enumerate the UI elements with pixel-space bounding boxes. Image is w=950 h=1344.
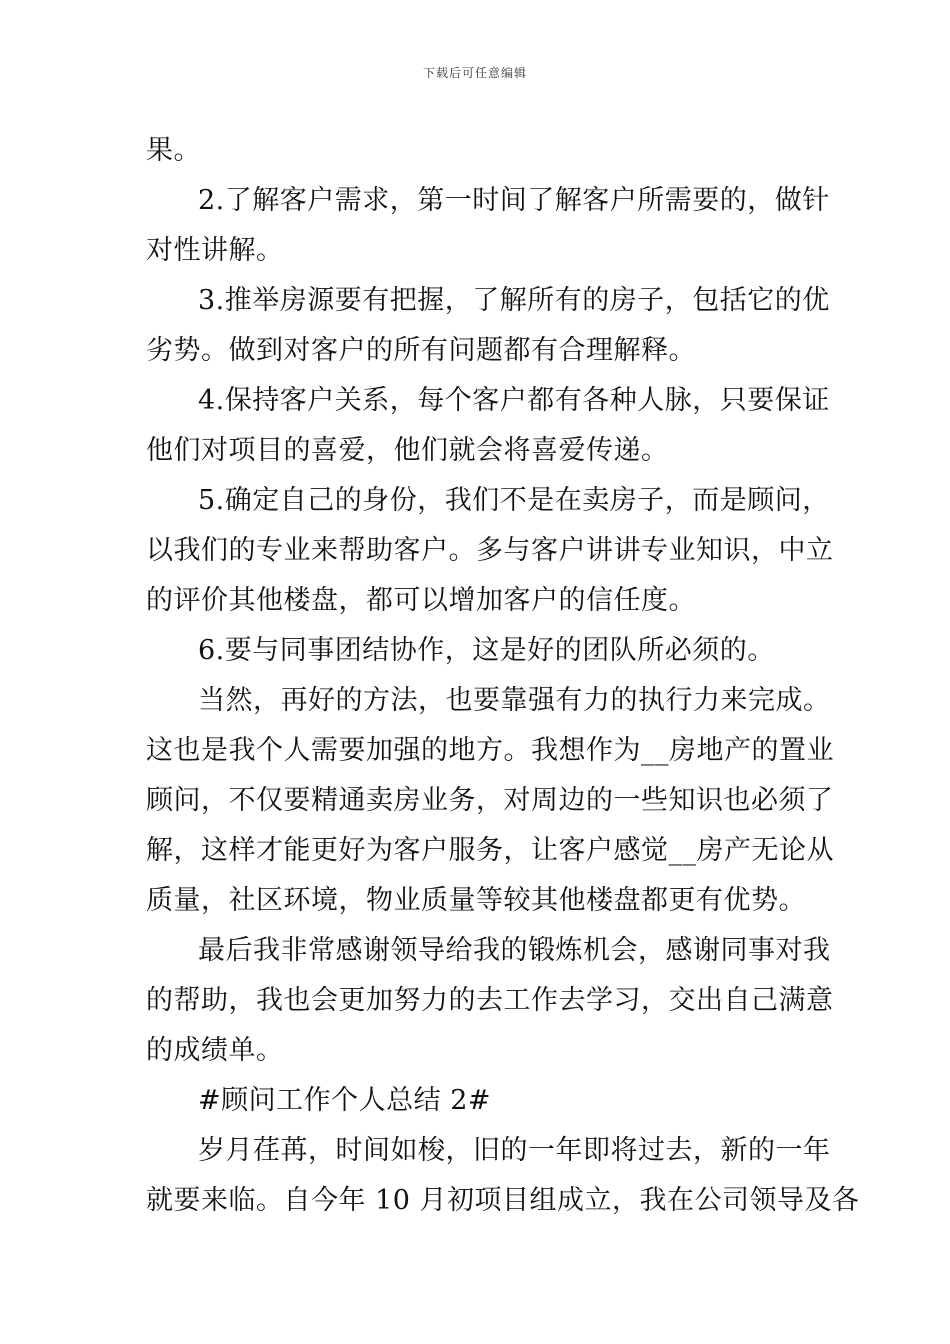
text-line: 他们对项目的喜爱，他们就会将喜爱传递。 [146, 435, 669, 466]
text-line: 果。 [146, 135, 201, 166]
page-header-note: 下载后可任意编辑 [422, 66, 527, 80]
text-line: 劣势。做到对客户的所有问题都有合理解释。 [146, 335, 696, 366]
text-line: 最后我非常感谢领导给我的锻炼机会，感谢同事对我 [198, 935, 831, 966]
text-line: 顾问，不仅要精通卖房业务，对周边的一些知识也必须了 [146, 785, 834, 816]
text-line: 的评价其他楼盘，都可以增加客户的信任度。 [146, 585, 696, 616]
text-line: 岁月荏苒，时间如梭，旧的一年即将过去，新的一年 [198, 1135, 831, 1166]
text-line: 当然，再好的方法，也要靠强有力的执行力来完成。 [198, 685, 831, 716]
text-line: 4.保持客户关系，每个客户都有各种人脉，只要保证 [198, 385, 830, 416]
text-line: 就要来临。自今年 10 月初项目组成立，我在公司领导及各 [146, 1185, 860, 1216]
text-line: 3.推举房源要有把握，了解所有的房子，包括它的优 [198, 285, 830, 316]
text-line: 的成绩单。 [146, 1035, 284, 1066]
text-line: 的帮助，我也会更加努力的去工作去学习，交出自己满意 [146, 985, 834, 1016]
text-line: 对性讲解。 [146, 235, 284, 266]
text-line: 这也是我个人需要加强的地方。我想作为__房地产的置业 [146, 735, 834, 766]
text-line: 6.要与同事团结协作，这是好的团队所必须的。 [198, 635, 775, 666]
text-line: 质量，社区环境，物业质量等较其他楼盘都更有优势。 [146, 885, 806, 916]
text-line: 5.确定自己的身份，我们不是在卖房子，而是顾问， [198, 485, 830, 516]
document-body [146, 126, 860, 1226]
text-line: 以我们的专业来帮助客户。多与客户讲讲专业知识，中立 [146, 535, 834, 566]
section-heading: #顾问工作个人总结 2# [198, 1085, 492, 1116]
text-line: 解，这样才能更好为客户服务，让客户感觉__房产无论从 [146, 835, 834, 866]
text-line: 2.了解客户需求，第一时间了解客户所需要的，做针 [198, 185, 830, 216]
